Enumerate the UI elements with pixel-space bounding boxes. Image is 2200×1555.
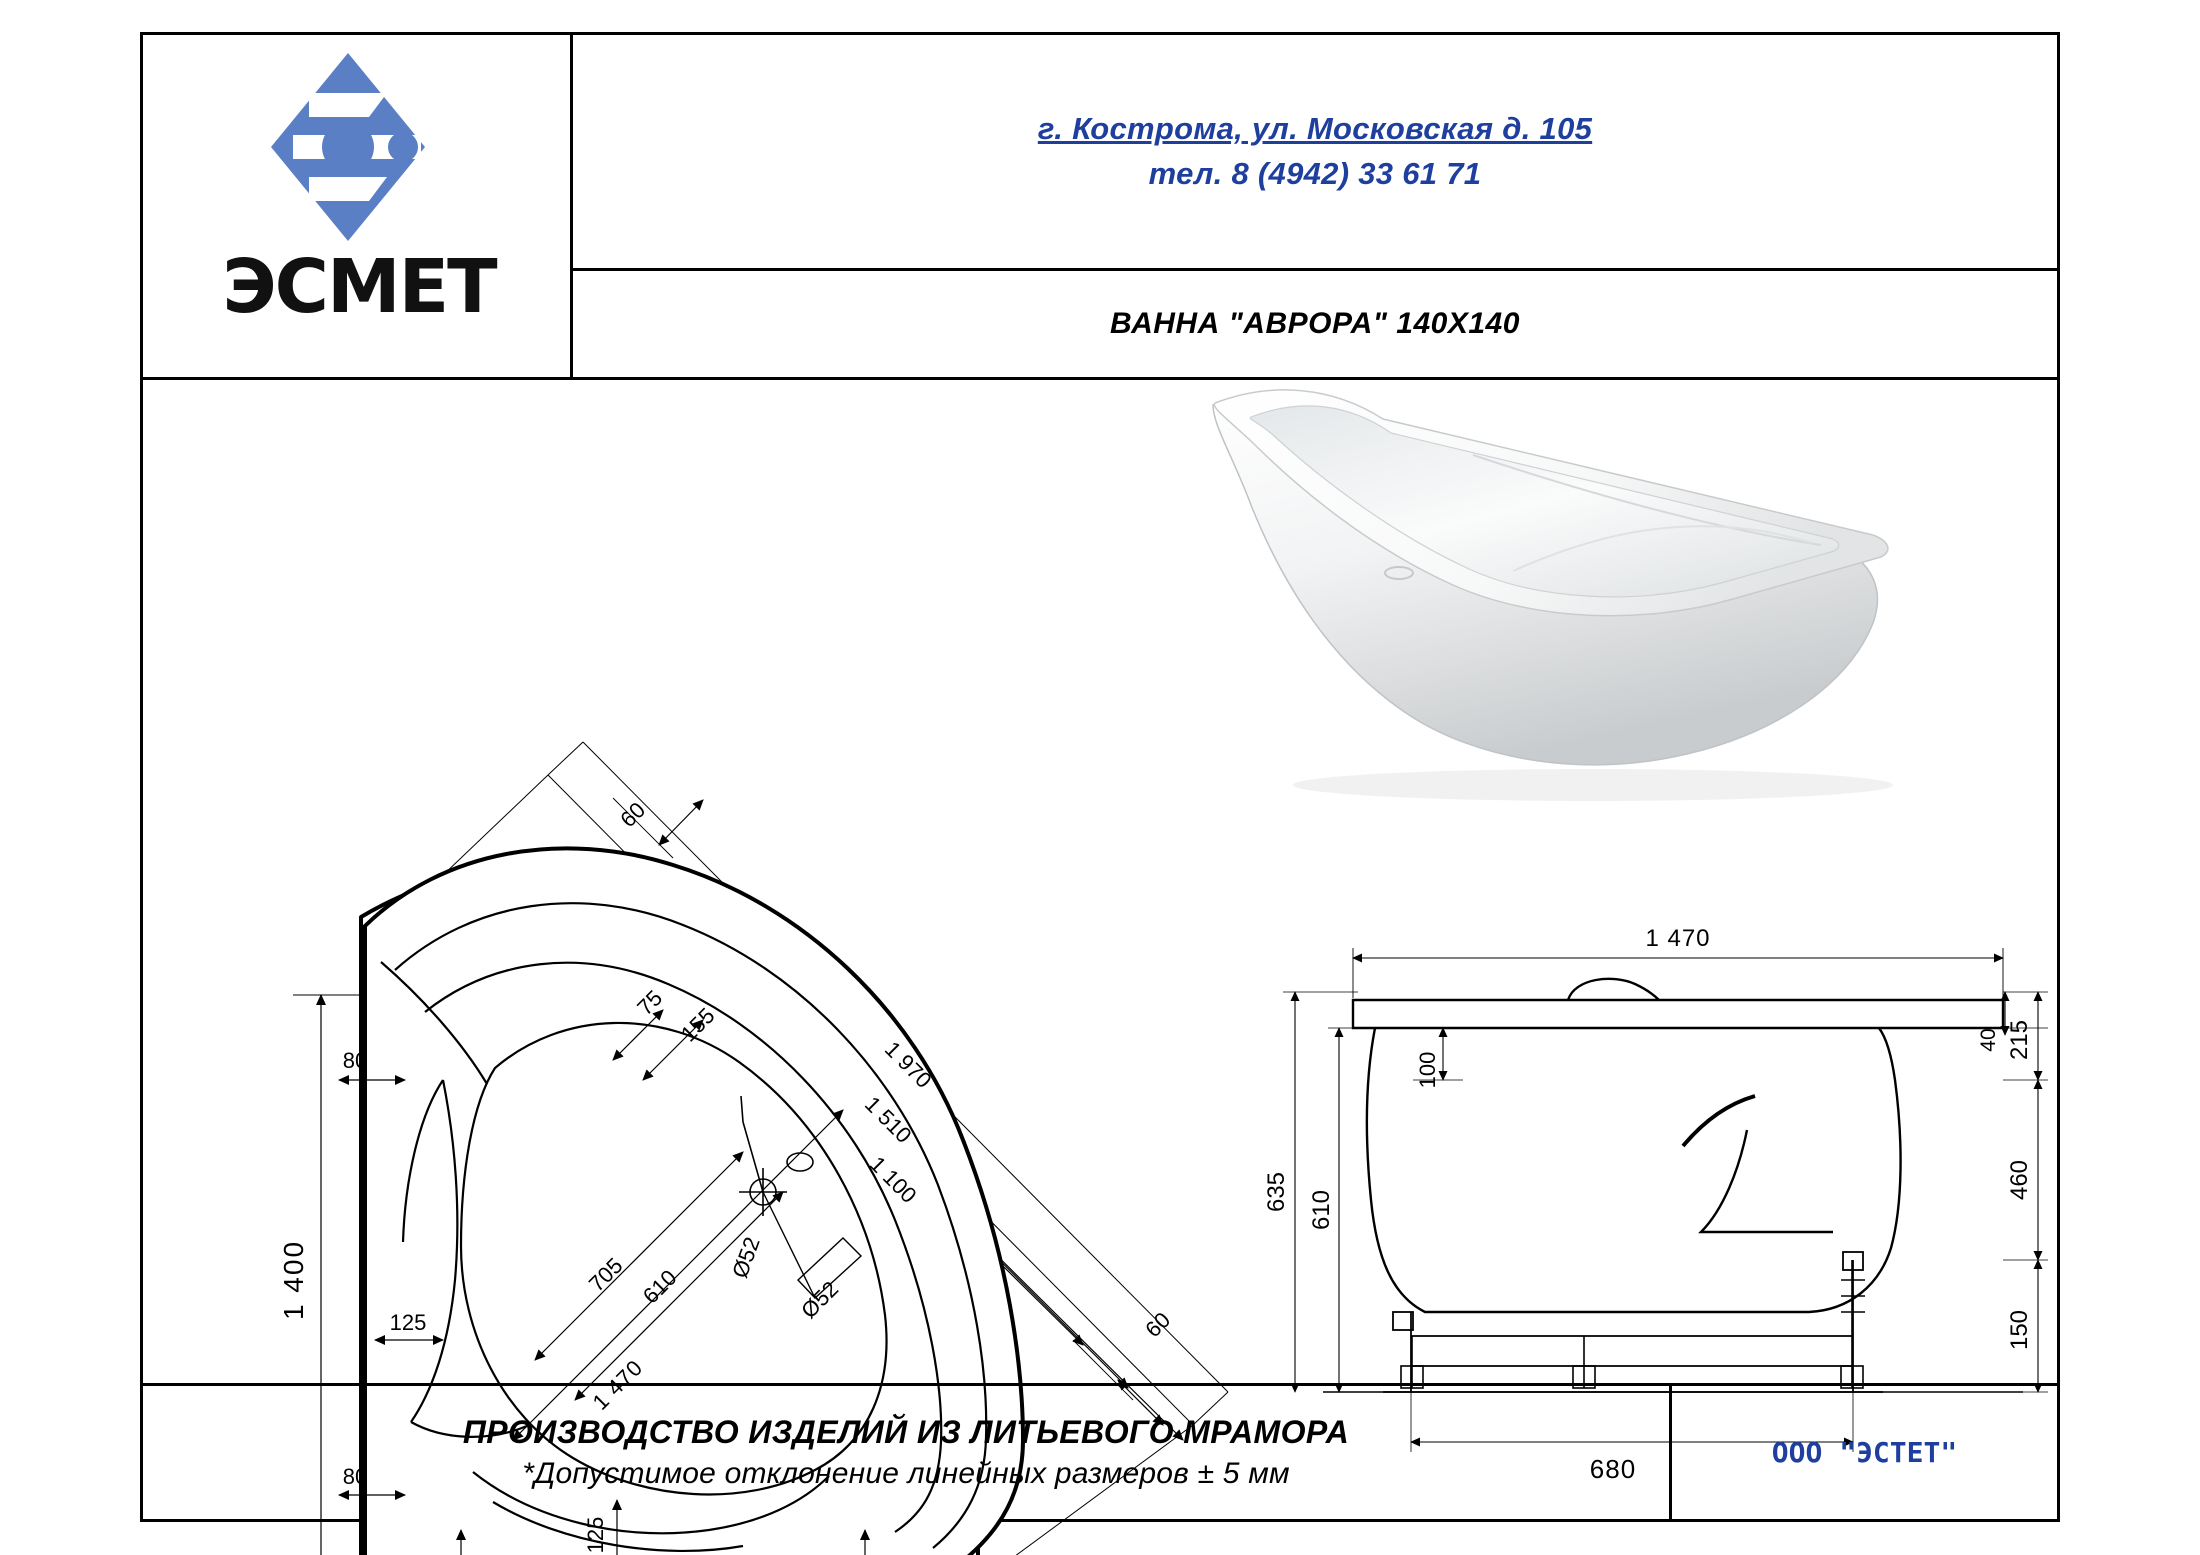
dim-1470-plan: 1 470 (587, 1354, 648, 1415)
dim-d52-a: Ø52 (727, 1233, 765, 1282)
product-title: ВАННА "АВРОРА" 140Х140 (1110, 307, 1520, 340)
dim-635: 635 (1263, 1171, 1290, 1213)
dim-40: 40 (1977, 1028, 2000, 1052)
company-address: г. Кострома, ул. Московская д. 105 (1037, 111, 1593, 146)
title-block (143, 35, 2057, 380)
dim-1400-left: 1 400 (278, 1239, 309, 1321)
dim-125-bottom: 125 (583, 1516, 608, 1554)
estet-logo-icon (253, 47, 443, 247)
footer-text-cell (143, 1386, 1672, 1519)
dim-215: 215 (2006, 1019, 2033, 1061)
title-right-cells (573, 35, 2057, 377)
drawing-sheet (140, 32, 2060, 1554)
dim-75: 75 (632, 985, 668, 1021)
dim-705: 705 (583, 1252, 628, 1297)
footer-production-line: ПРОИЗВОДСТВО ИЗДЕЛИЙ ИЗ ЛИТЬЕВОГО МРАМОРА (462, 1414, 1350, 1450)
address-cell (573, 35, 2057, 271)
dim-80-left-bottom: 80 (342, 1464, 368, 1489)
dim-100: 100 (1415, 1051, 1440, 1089)
dim-1970: 1 970 (879, 1036, 937, 1094)
dim-460: 460 (2006, 1159, 2033, 1201)
dim-d52-b: Ø52 (796, 1276, 844, 1324)
product-cell (573, 271, 2057, 377)
dim-80-left-top: 80 (342, 1048, 368, 1073)
dim-150: 150 (2006, 1309, 2033, 1351)
product-photo (1173, 385, 2003, 815)
dim-1510: 1 510 (859, 1091, 917, 1149)
dim-60-top: 60 (615, 797, 651, 833)
dim-1470-section: 1 470 (1645, 925, 1711, 952)
footer-tolerance-note: *Допустимое отклонение линейных размеров ± 5 мм (522, 1457, 1290, 1490)
dim-610-section: 610 (1308, 1189, 1335, 1231)
dim-610-plan: 610 (637, 1264, 682, 1309)
logo-wordmark: ЭСМЕТ (222, 244, 496, 330)
logo-cell (143, 35, 573, 377)
footer-company-cell (1672, 1386, 2057, 1519)
dim-60-right: 60 (1140, 1307, 1176, 1343)
dim-155: 155 (675, 1002, 720, 1047)
dim-125-left: 125 (389, 1310, 427, 1335)
dim-680: 680 (1589, 1454, 1637, 1484)
company-legal-name: ООО "ЭСТЕТ" (1771, 1436, 1958, 1469)
company-phone: тел. 8 (4942) 33 61 71 (1148, 156, 1482, 191)
dim-1100: 1 100 (864, 1151, 922, 1209)
footer-block (143, 1383, 2057, 1519)
